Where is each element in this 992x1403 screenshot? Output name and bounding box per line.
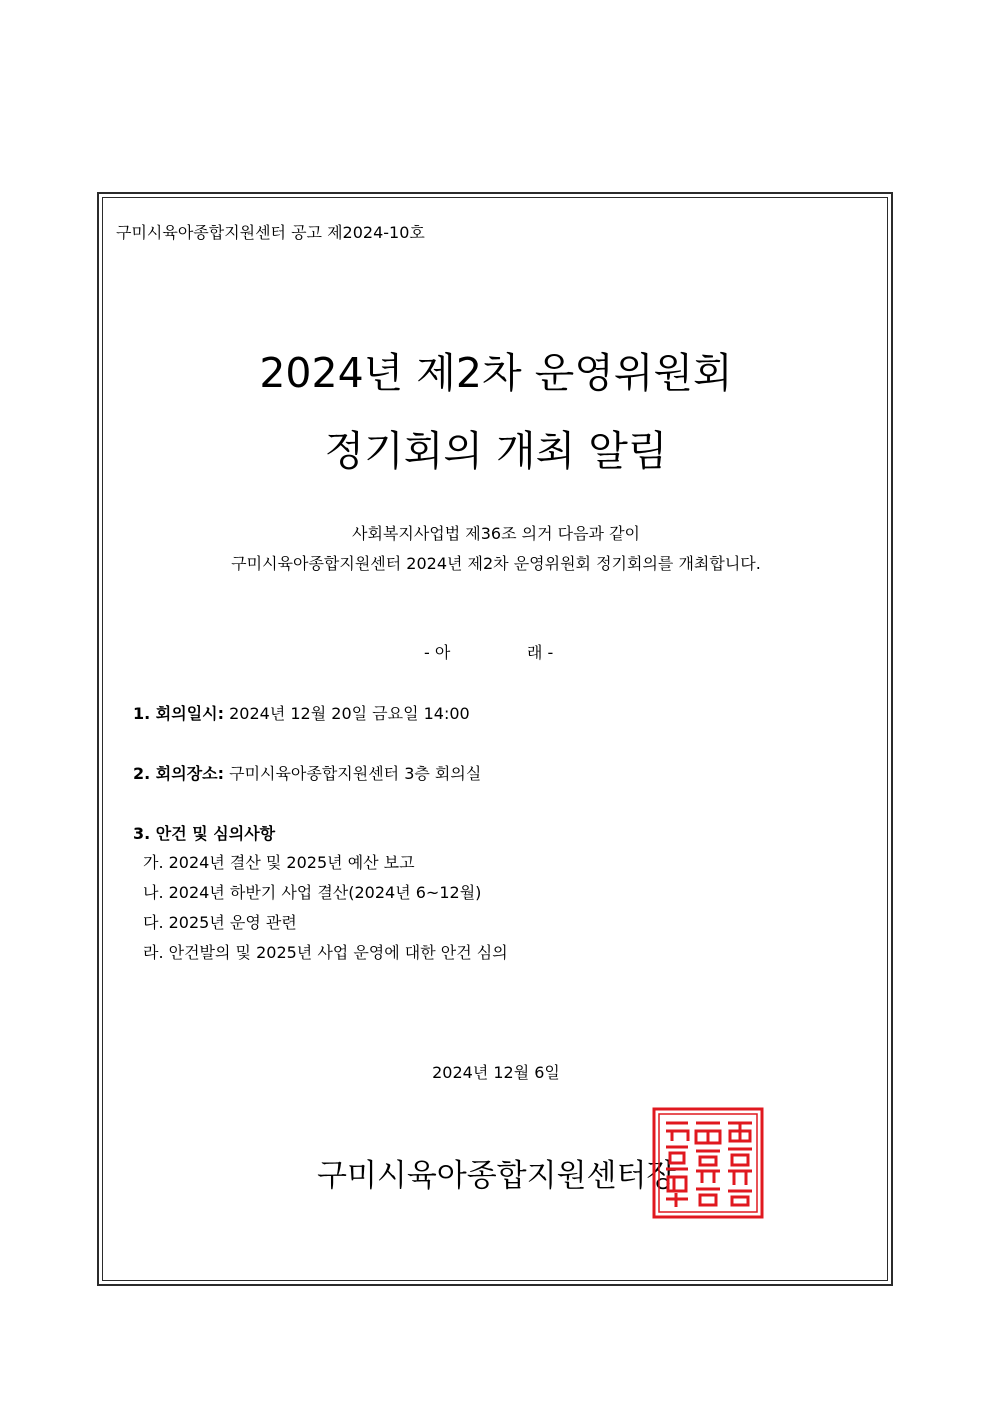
official-seal-stamp — [652, 1107, 764, 1219]
item-meeting-place — [133, 761, 481, 784]
item-value: 2024년 12월 20일 금요일 14:00 — [229, 704, 470, 723]
agenda-item: 다. 2025년 운영 관련 — [143, 913, 297, 932]
agenda-item: 가. 2024년 결산 및 2025년 예산 보고 — [143, 853, 415, 872]
separator-right: 래 - — [527, 643, 554, 662]
notice-date: 2024년 12월 6일 — [432, 1063, 560, 1082]
title-line-2: 정기회의 개최 알림 — [324, 427, 668, 475]
item-label: 1. 회의일시: — [133, 704, 225, 723]
item-meeting-datetime — [133, 701, 470, 724]
title-line-1: 2024년 제2차 운영위원회 — [259, 349, 733, 397]
intro-line-1: 사회복지사업법 제36조 의거 다음과 같이 — [352, 524, 640, 543]
item-label: 3. 안건 및 심의사항 — [133, 824, 276, 843]
notice-number: 구미시육아종합지원센터 공고 제2024-10호 — [116, 223, 425, 242]
signer-name: 구미시육아종합지원센터장 — [317, 1158, 677, 1194]
separator-left: - 아 — [424, 643, 451, 662]
item-agenda-heading — [133, 821, 275, 844]
intro-line-2: 구미시육아종합지원센터 2024년 제2차 운영위원회 정기회의를 개최합니다. — [231, 554, 761, 573]
agenda-item: 나. 2024년 하반기 사업 결산(2024년 6~12월) — [143, 883, 482, 902]
item-value: 구미시육아종합지원센터 3층 회의실 — [229, 764, 482, 783]
item-label: 2. 회의장소: — [133, 764, 225, 783]
agenda-item: 라. 안건발의 및 2025년 사업 운영에 대한 안건 심의 — [143, 943, 508, 962]
